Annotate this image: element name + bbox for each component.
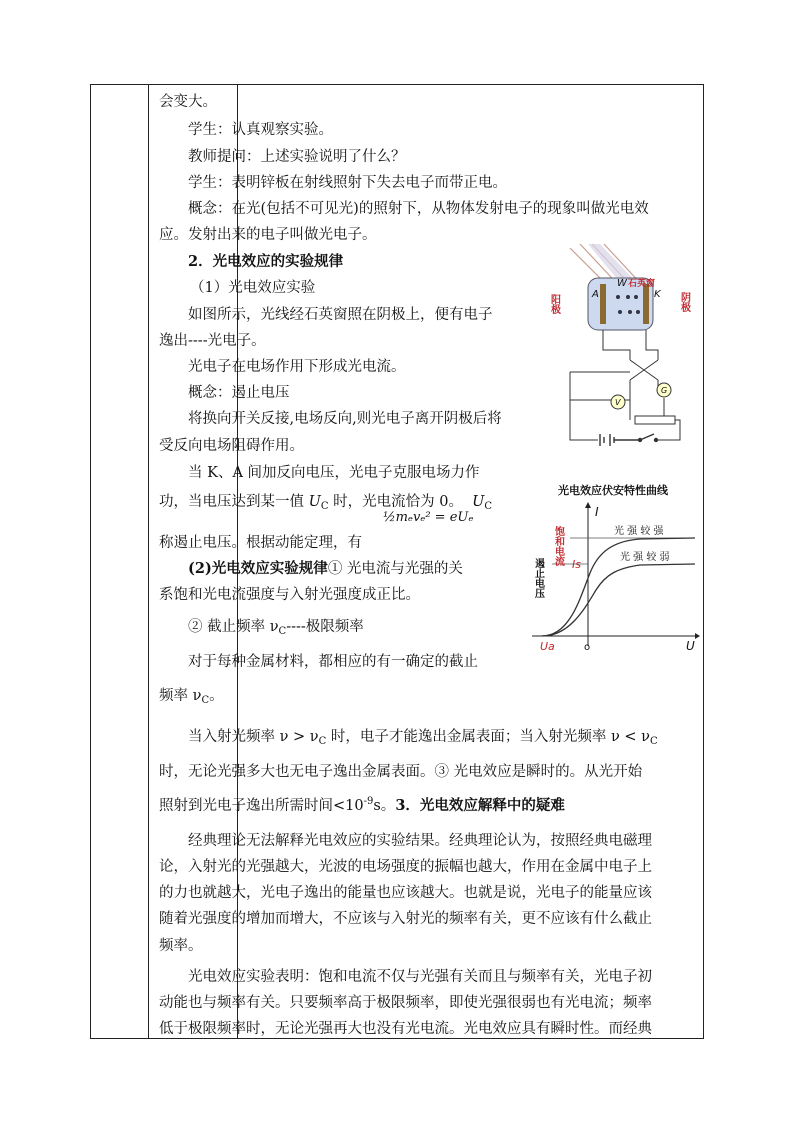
label-K: K <box>654 289 661 300</box>
text-line: 学生：表明锌板在射线照射下失去电子而带正电。 <box>188 175 507 191</box>
label-Is: Is <box>572 558 581 571</box>
anode-label: 阳极 <box>548 294 560 314</box>
label-weak: 光 强 较 弱 <box>620 552 670 563</box>
axis-label-I: I <box>595 505 599 519</box>
label-G: G <box>661 386 668 395</box>
text-line: 当入射光频率 $\nu > \nu_C$ 时，电子才能逸出金属表面；当入射光频率 $\nu < \nu_C$ <box>188 729 658 747</box>
text-line: 受反向电场阻碍作用。 <box>159 438 304 454</box>
stopping-voltage-label: 遏止电压 <box>532 558 544 598</box>
text-line: 随着光强度的增加而增大，不应该与入射光的频率有关，更不应该有什么截止 <box>159 911 652 927</box>
label-Ua: Ua <box>540 640 555 653</box>
iv-curve-figure <box>530 478 702 658</box>
text-line: 光电效应实验表明：饱和电流不仅与光强有关而且与频率有关，光电子初 <box>188 969 652 985</box>
window-label: 石英窗 <box>628 279 656 289</box>
column-divider <box>148 85 149 1038</box>
text-line: 时，无论光强多大也无电子逸出金属表面。③ 光电效应是瞬时的。从光开始 <box>159 764 643 780</box>
text-line: 频率 $\nu_C$。 <box>159 688 224 706</box>
iv-curve-title: 光电效应伏安特性曲线 <box>558 484 668 497</box>
saturation-current-label: 饱和电流 <box>552 526 564 566</box>
text-line: ② 截止频率 $\nu_C----$极限频率 <box>188 619 364 637</box>
section-heading: 2．光电效应的实验规律 <box>188 253 344 270</box>
text-line: 对于每种金属材料，都相应的有一确定的截止 <box>188 654 478 670</box>
text-line: 功，当电压达到某一值 $U_C$ 时，光电流恰为 0。 $U_C$ <box>159 494 493 512</box>
text-line: 如图所示，光线经石英窗照在阴极上，便有电子 <box>188 307 493 323</box>
text-line: 概念：在光(包括不可见光)的照射下，从物体发射电子的现象叫做光电效 <box>188 201 649 217</box>
origin-label: o <box>584 642 591 653</box>
axis-label-U: U <box>686 639 695 653</box>
text-line: 应。发射出来的电子叫做光电子。 <box>159 227 377 243</box>
text-line: 会变大。 <box>159 94 217 110</box>
text-line: 系饱和光电流强度与入射光强度成正比。 <box>159 587 420 603</box>
text-line: 低于极限频率时，无论光强再大也没有光电流。光电效应具有瞬时性。而经典 <box>159 1021 652 1037</box>
label-W: W <box>617 278 627 289</box>
text-line: 逸出----光电子。 <box>159 333 266 349</box>
text-line: 教师提问：上述实验说明了什么？ <box>188 149 406 165</box>
text-line: 经典理论无法解释光电效应的实验结果。经典理论认为，按照经典电磁理 <box>188 833 652 849</box>
text-line: 学生：认真观察实验。 <box>188 122 333 138</box>
text-line: 频率。 <box>159 938 203 954</box>
cathode-plate <box>643 284 649 324</box>
photoelectric-apparatus-figure <box>540 242 702 454</box>
cathode-label: 阴极 <box>678 292 690 312</box>
equation: ½mₑvₑ² = eUₑ <box>383 510 474 525</box>
battery-icon <box>600 434 658 446</box>
label-V: V <box>615 398 621 407</box>
subsection-heading: （1）光电效应实验 <box>190 280 316 296</box>
rheostat-icon <box>635 416 675 424</box>
text-line: 将换向开关反接,电场反向,则光电子离开阴极后将 <box>188 411 502 427</box>
curve-strong <box>542 538 695 636</box>
anode-plate <box>600 284 606 324</box>
text-line: 当 K、A 间加反向电压，光电子克服电场力作 <box>188 465 480 481</box>
text-line: 光电子在电场作用下形成光电流。 <box>188 359 406 375</box>
text-line: 的力也就越大，光电子逸出的能量也应该越大。也就是说，光电子的能量应该 <box>159 885 652 901</box>
text-line: 照射到光电子逸出所需时间$<10^{-9}s$。3．光电效应解释中的疑难 <box>159 796 565 814</box>
text-line: 称遏止电压。根据动能定理，有 <box>159 535 362 551</box>
label-strong: 光 强 较 强 <box>614 526 664 537</box>
text-line: 论，入射光的光强越大，光波的电场强度的振幅也越大，作用在金属中电子上 <box>159 859 652 875</box>
text-line: (2)光电效应实验规律① 光电流与光强的关 <box>188 560 463 577</box>
text-line: 概念：遏止电压 <box>188 385 290 401</box>
text-line: 动能也与频率有关。只要频率高于极限频率，即使光强很弱也有光电流；频率 <box>159 995 652 1011</box>
label-A: A <box>592 289 599 300</box>
